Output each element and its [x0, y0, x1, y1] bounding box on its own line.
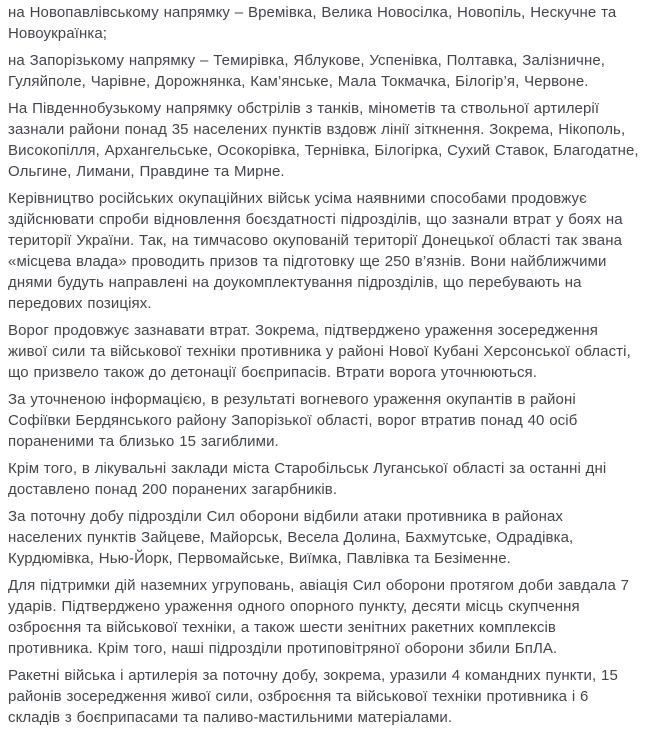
post-paragraph: Для підтримки дій наземних угруповань, авіація Сил оборони протягом доби завдала 7 ударів. Підтверджено ураження одного опорного пункту, десяти місць скупчення озброєння та військової техніки, а також шести зенітних ракетних комплексів противника. Крім того, наші підрозділи протиповітряної оборони збили БпЛА.: [8, 577, 630, 657]
post-paragraph: За поточну добу підрозділи Сил оборони відбили атаки противника в районах населених пунктів Зайцеве, Майорськ, Весела Долина, Бахмутське, Одрадівка, Курдюмівка, Нью-Йорк, Первомайське, Виїмка, Павлівка та Безіменне.: [8, 508, 574, 567]
post-paragraph: Ворог продовжує зазнавати втрат. Зокрема, підтверджено ураження зосередження живої сили та військової техніки противника у районі Нової Кубані Херсонської області, що призвело також до детонації боєприпасів. Втрати ворога уточнюються.: [8, 322, 631, 381]
post-paragraph: На Південнобузькому напрямку обстрілів з танків, мінометів та ствольної артилерії зазнали райони понад 35 населених пунктів вздовж лінії зіткнення. Зокрема, Нікополь, Високопілля, Архангельське, Осокорівка, Тернівка, Білогірка, Сухий Ставок, Благодатне, Ольгине, Лимани, Правдине та Мирне.: [8, 100, 639, 180]
post-paragraph: Керівництво російських окупаційних військ усіма наявними способами продовжує здійснювати спроби відновлення боєздатності підрозділів, що зазнали втрат у боях на території України. Так, на тимчасово окупованій території Донецької області так звана «місцева влада» проводить призов та підготовку ще 250 в’язнів. Вони найближчими днями будуть направлені на доукомплектування підрозділів, що перебувають на передових позиціях.: [8, 190, 623, 312]
post-paragraph: За уточненою інформацією, в результаті вогневого ураження окупантів в районі Софіївки Бердянського району Запорізької області, ворог втратив понад 40 осіб пораненими та близько 15 загиблими.: [8, 391, 578, 450]
post-paragraph: на Запорізькому напрямку – Темирівка, Яблукове, Успенівка, Полтавка, Залізничне, Гуляйполе, Чарівне, Дорожнянка, Кам’янське, Мала Токмачка, Білогір’я, Червоне.: [8, 52, 606, 90]
post-paragraph: Ракетні війська і артилерія за поточну добу, зокрема, уразили 4 командних пункти, 15 районів зосередження живої сили, озброєння та військової техніки противника і 6 складів з боєприпасами та паливо-мастильними матеріалами.: [8, 667, 618, 726]
post-paragraph: на Новопавлівському напрямку – Времівка, Велика Новосілка, Новопіль, Нескучне та Новоукраїнка;: [8, 4, 617, 42]
post-paragraph: Крім того, в лікувальні заклади міста Старобільськ Луганської області за останні дні доставлено понад 200 поранених загарбників.: [8, 460, 607, 498]
